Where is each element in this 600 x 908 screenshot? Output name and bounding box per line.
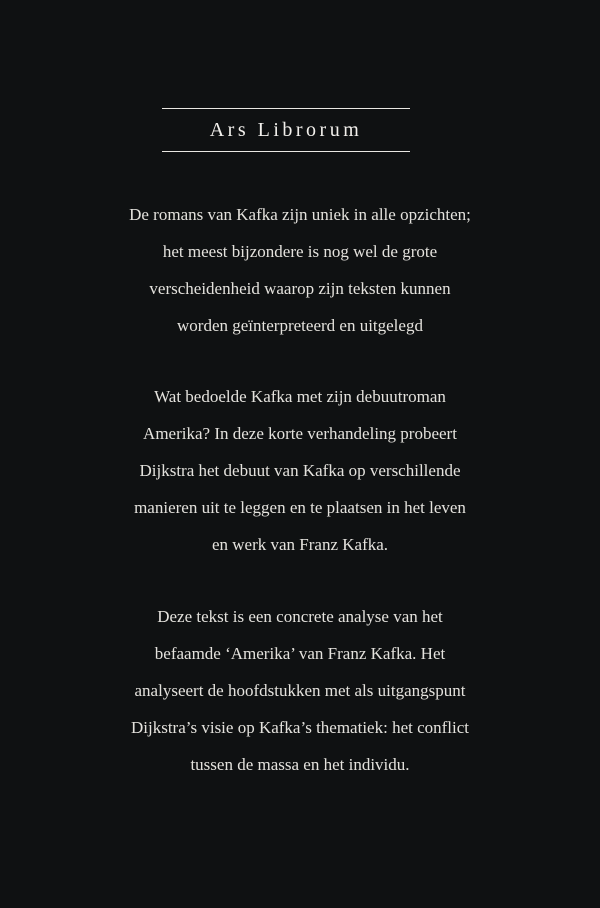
publisher-name: Ars Librorum — [209, 119, 363, 141]
blurb-line: worden geïnterpreteerd en uitgelegd — [177, 316, 423, 335]
blurb-line: verscheidenheid waarop zijn teksten kunnen — [149, 279, 451, 298]
blurb-line: Wat bedoelde Kafka met zijn debuutroman — [154, 387, 446, 406]
blurb-line: en werk van Franz Kafka. — [211, 535, 389, 554]
logo-bottom-rule — [162, 151, 410, 152]
blurb-line: De romans van Kafka zijn uniek in alle opzichten; — [129, 205, 471, 224]
blurb-line: tussen de massa en het individu. — [190, 755, 410, 774]
blurb-line: befaamde ‘Amerika’ van Franz Kafka. Het — [154, 644, 446, 663]
blurb-line: Dijkstra’s visie op Kafka’s thematiek: het conflict — [130, 718, 470, 737]
blurb-paragraph-2 — [80, 378, 520, 563]
blurb-line: Deze tekst is een concrete analyse van het — [157, 607, 443, 626]
blurb-line: Dijkstra het debuut van Kafka op verschillende — [139, 461, 461, 480]
publisher-logo — [162, 108, 410, 152]
blurb-paragraph-1 — [80, 196, 520, 344]
logo-top-rule — [162, 108, 410, 109]
blurb-line: het meest bijzondere is nog wel de grote — [162, 242, 438, 261]
blurb-line: manieren uit te leggen en te plaatsen in het leven — [134, 498, 466, 517]
blurb-line: Amerika? In deze korte verhandeling probeert — [143, 424, 457, 443]
blurb-paragraph-3 — [80, 598, 520, 783]
blurb-line: analyseert de hoofdstukken met als uitgangspunt — [134, 681, 466, 700]
